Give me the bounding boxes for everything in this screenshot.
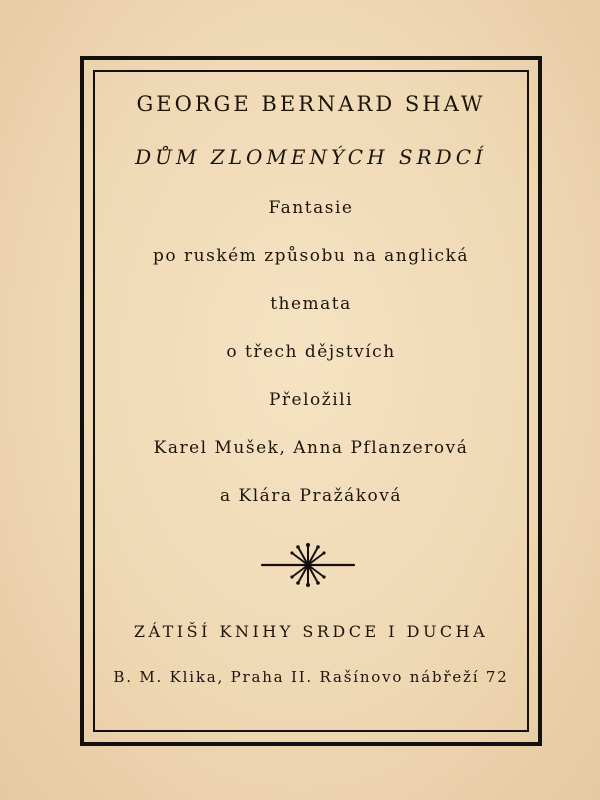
sunburst-ornament-icon [260, 542, 356, 588]
translators-line-1: Karel Mušek, Anna Pflanzerová [153, 438, 469, 458]
subtitle-line-style: po ruském způsobu na anglická [153, 246, 469, 266]
author-name: GEORGE BERNARD SHAW [136, 92, 486, 116]
publisher-address: B. M. Klika, Praha II. Rašínovo nábřeží 72 [113, 668, 509, 686]
book-title: DŮM ZLOMENÝCH SRDCÍ [135, 145, 487, 169]
subtitle-line-acts: o třech dějstvích [226, 342, 396, 362]
subtitle-line-genre: Fantasie [268, 198, 354, 218]
publisher-series: ZÁTIŠÍ KNIHY SRDCE I DUCHA [133, 622, 489, 641]
translators-line-2: a Klára Pražáková [219, 486, 403, 506]
translated-by-label: Přeložili [268, 390, 354, 410]
subtitle-line-themes: themata [270, 294, 352, 314]
